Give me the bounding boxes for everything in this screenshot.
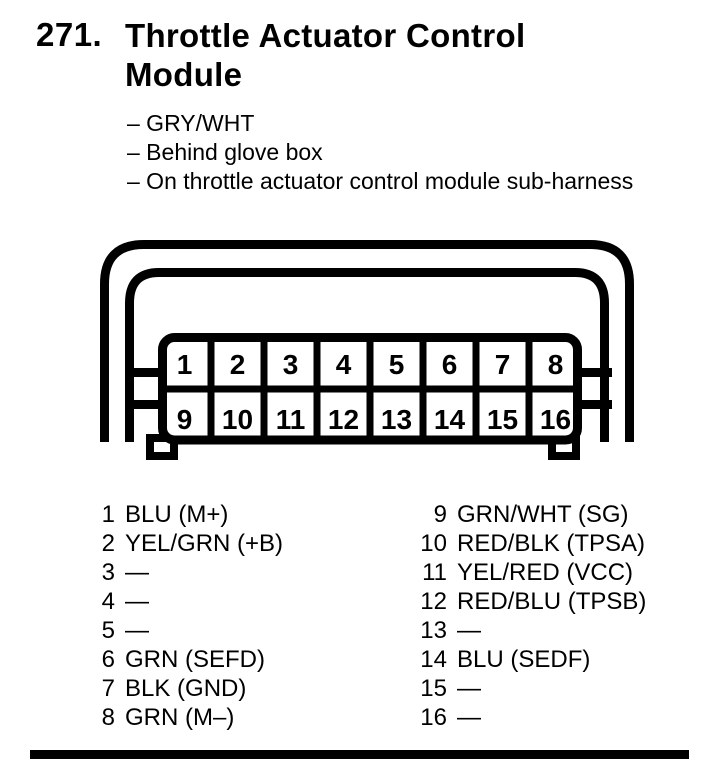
pin-row-12 [417,588,646,617]
pin-row-10 [417,530,646,559]
pin-cell-16: 16 [539,404,572,435]
pin-cell-2: 2 [229,349,246,380]
pin-row-4 [95,588,283,617]
pin-number: 14 [420,646,447,673]
pin-wire-label: BLK (GND) [125,675,247,702]
pin-wire-label: YEL/GRN (+B) [125,530,284,557]
bullet-connector-color: – GRY/WHT [127,110,255,136]
pin-cell-1: 1 [176,349,193,380]
pin-number: 13 [420,617,447,644]
pin-number: 10 [420,530,447,557]
pin-cell-9: 9 [176,404,193,435]
pin-row-5 [95,617,283,646]
pin-cell-12: 12 [327,404,360,435]
pin-cell-6: 6 [441,349,458,380]
pin-row-1 [95,501,283,530]
pin-number: 3 [101,559,115,586]
pin-wire-label: RED/BLK (TPSA) [457,530,646,557]
bullet-harness: – On throttle actuator control module sub-harness [127,168,634,194]
pin-row-3 [95,559,283,588]
pin-cell-7: 7 [494,349,511,380]
pin-row-2 [95,530,283,559]
pin-row-16 [417,704,646,733]
pin-wire-label: — [457,704,481,731]
item-number: 271. [36,16,103,53]
pin-cell-8: 8 [547,349,564,380]
pin-number: 9 [433,501,447,528]
pin-wire-label: — [125,588,149,615]
pin-cell-13: 13 [380,404,413,435]
pin-number: 6 [101,646,115,673]
pin-row-6 [95,646,283,675]
pin-number: 5 [101,617,115,644]
pin-number: 7 [101,675,115,702]
connector-diagram [0,232,704,464]
pin-cell-11: 11 [275,404,306,435]
pin-number: 8 [101,704,115,731]
pin-cell-3: 3 [282,349,299,380]
pin-wire-label: YEL/RED (VCC) [457,559,634,586]
pin-wire-label: BLU (M+) [125,501,229,528]
pin-cell-10: 10 [221,404,254,435]
pin-wire-label: — [457,675,481,702]
pin-legend-left [95,501,283,733]
pin-legend-right [417,501,646,733]
pin-number: 4 [101,588,115,615]
pin-number: 12 [420,588,447,615]
pin-number: 15 [420,675,447,702]
section-divider-rule [30,750,689,759]
pin-wire-label: — [457,617,481,644]
pin-number: 11 [422,559,447,586]
pin-row-8 [95,704,283,733]
pin-wire-label: — [125,559,149,586]
pin-wire-label: GRN (SEFD) [125,646,265,673]
pin-number: 16 [420,704,447,731]
pin-cell-14: 14 [433,404,466,435]
page-title: Throttle Actuator Control Module [125,17,526,93]
pin-wire-label: RED/BLU (TPSB) [457,588,647,615]
pin-wire-label: BLU (SEDF) [457,646,591,673]
pin-row-14 [417,646,646,675]
pin-number: 1 [101,501,115,528]
pin-row-15 [417,675,646,704]
pin-cell-5: 5 [388,349,405,380]
pin-number: 2 [101,530,115,557]
pin-row-11 [417,559,646,588]
pin-row-9 [417,501,646,530]
pin-cell-4: 4 [335,349,352,380]
pin-row-7 [95,675,283,704]
bullet-location: – Behind glove box [127,139,323,165]
bullet-list [127,109,633,196]
pin-wire-label: GRN (M–) [125,704,235,731]
pin-cell-15: 15 [486,404,519,435]
pin-row-13 [417,617,646,646]
pin-wire-label: GRN/WHT (SG) [457,501,629,528]
pin-wire-label: — [125,617,149,644]
